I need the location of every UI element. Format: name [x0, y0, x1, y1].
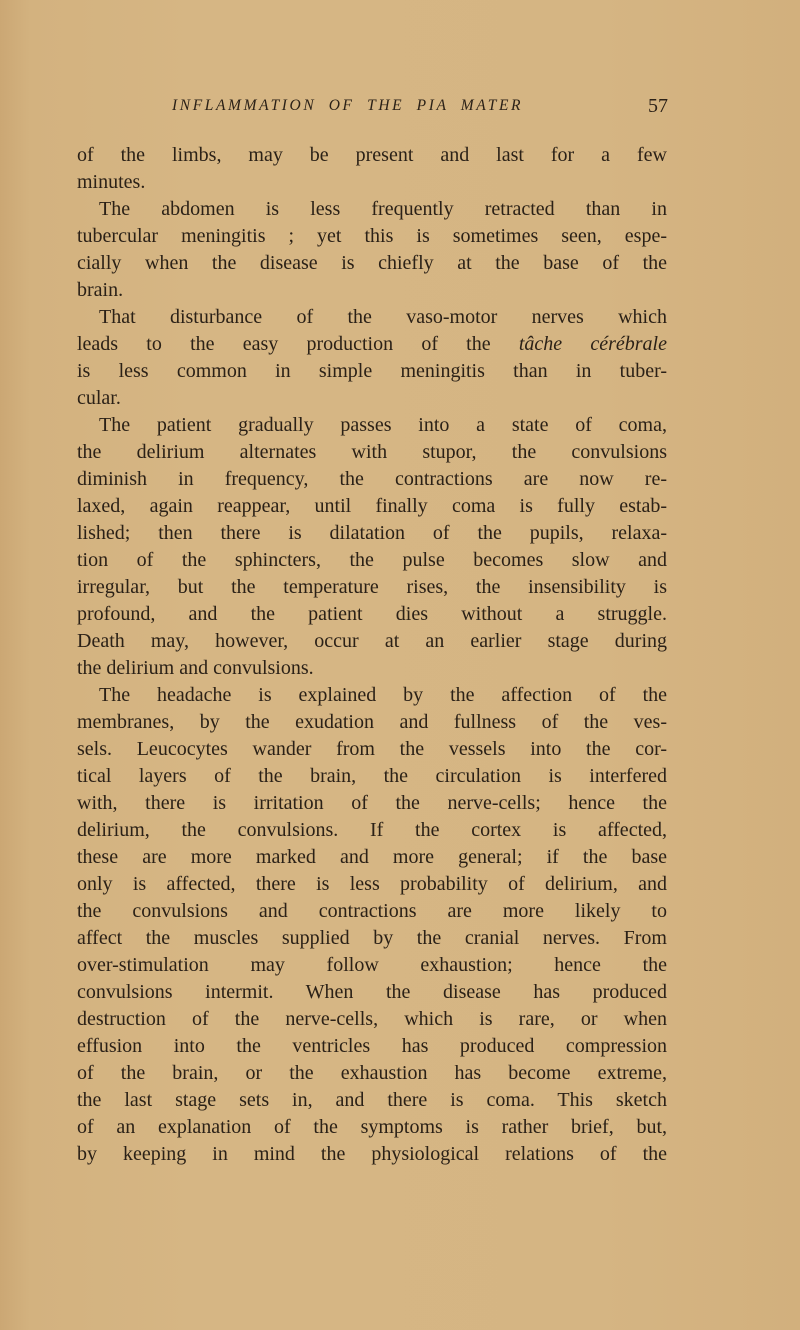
line-text: only is affected, there is less probability of delirium, and [77, 873, 667, 895]
italic-term: tâche cérébrale [518, 333, 667, 355]
text-line [77, 466, 667, 493]
line-text: the delirium and convulsions. [77, 657, 314, 679]
line-text: lished; then there is dilatation of the pupils, relaxa- [77, 522, 667, 544]
line-text: laxed, again reappear, until finally coma is fully estab- [77, 495, 667, 517]
text-line [77, 817, 667, 844]
line-text: of the limbs, may be present and last for a few [77, 144, 667, 166]
line-text: brain. [77, 279, 124, 301]
text-line [77, 358, 667, 385]
line-text: convulsions intermit. When the disease has produced [77, 981, 667, 1003]
line-text: the convulsions and contractions are more likely to [77, 900, 667, 922]
line-text: by keeping in mind the physiological relations of the [77, 1143, 667, 1165]
page-number: 57 [648, 95, 668, 117]
text-line [77, 790, 667, 817]
page-header [172, 92, 668, 120]
text-line [77, 1006, 667, 1033]
text-line [77, 1033, 667, 1060]
line-text: cially when the disease is chiefly at the base of the [77, 252, 667, 274]
text-line [77, 493, 667, 520]
line-text: tical layers of the brain, the circulation is interfered [77, 765, 667, 787]
text-line [77, 871, 667, 898]
line-text: the last stage sets in, and there is coma. This sketch [77, 1089, 667, 1111]
line-text: leads to the easy production of the [77, 333, 519, 355]
body-text [77, 142, 667, 1168]
text-line [77, 412, 667, 439]
text-line [77, 1114, 667, 1141]
line-text: sels. Leucocytes wander from the vessels into the cor- [77, 738, 667, 760]
line-text: irregular, but the temperature rises, the insensibility is [77, 576, 667, 598]
line-text: That disturbance of the vaso-motor nerves which [99, 306, 667, 328]
text-line [77, 844, 667, 871]
line-text: The patient gradually passes into a state of coma, [99, 414, 667, 436]
text-line [77, 979, 667, 1006]
line-text: the delirium alternates with stupor, the convulsions [77, 441, 667, 463]
text-line [77, 1060, 667, 1087]
line-text: of an explanation of the symptoms is rather brief, but, [77, 1116, 667, 1138]
line-text: minutes. [77, 171, 146, 193]
line-text: membranes, by the exudation and fullness of the ves- [77, 711, 667, 733]
text-line [77, 952, 667, 979]
text-line [77, 331, 667, 358]
text-line [77, 547, 667, 574]
text-line [77, 736, 667, 763]
text-line [77, 628, 667, 655]
text-line [77, 601, 667, 628]
line-text: diminish in frequency, the contractions are now re- [77, 468, 667, 490]
text-line [77, 169, 667, 196]
line-text: The abdomen is less frequently retracted than in [99, 198, 667, 220]
line-text: with, there is irritation of the nerve-cells; hence the [77, 792, 667, 814]
line-text: delirium, the convulsions. If the cortex is affected, [77, 819, 667, 841]
text-line [77, 223, 667, 250]
text-line [77, 520, 667, 547]
line-text: tubercular meningitis ; yet this is sometimes seen, espe- [77, 225, 667, 247]
running-title: INFLAMMATION OF THE PIA MATER [172, 97, 524, 114]
text-line [77, 1141, 667, 1168]
line-text: affect the muscles supplied by the cranial nerves. From [77, 927, 667, 949]
text-line [77, 898, 667, 925]
text-line [77, 304, 667, 331]
line-text: cular. [77, 387, 121, 409]
text-line [77, 385, 667, 412]
text-line [77, 196, 667, 223]
text-line [77, 439, 667, 466]
text-line [77, 925, 667, 952]
line-text: over-stimulation may follow exhaustion; hence the [77, 954, 667, 976]
line-text: is less common in simple meningitis than in tuber- [77, 360, 667, 382]
line-text: Death may, however, occur at an earlier stage during [77, 630, 667, 652]
text-line [77, 709, 667, 736]
line-text: effusion into the ventricles has produced compression [77, 1035, 667, 1057]
text-line [77, 655, 667, 682]
text-line [77, 277, 667, 304]
line-text: The headache is explained by the affection of the [99, 684, 667, 706]
line-text: tion of the sphincters, the pulse becomes slow and [77, 549, 667, 571]
text-line [77, 142, 667, 169]
text-line [77, 763, 667, 790]
line-text: these are more marked and more general; if the base [77, 846, 667, 868]
line-text: of the brain, or the exhaustion has become extreme, [77, 1062, 667, 1084]
text-line [77, 250, 667, 277]
text-line [77, 1087, 667, 1114]
text-line [77, 574, 667, 601]
line-text: destruction of the nerve-cells, which is rare, or when [77, 1008, 667, 1030]
text-line [77, 682, 667, 709]
line-text: profound, and the patient dies without a struggle. [77, 603, 667, 625]
